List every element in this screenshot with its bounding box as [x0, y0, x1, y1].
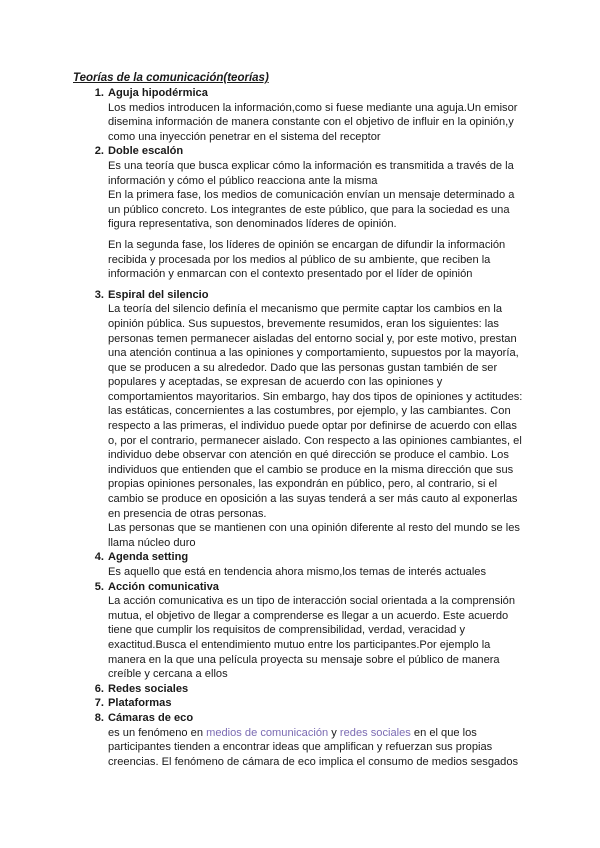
section-paragraph: Es aquello que está en tendencia ahora mismo,los temas de interés actuales	[108, 566, 487, 578]
echo-text-before: es un fenómeno en	[108, 726, 207, 739]
section-plataformas	[88, 696, 528, 711]
section-aguja-hipodermica	[88, 86, 528, 144]
section-heading: Acción comunicativa	[108, 580, 219, 593]
section-paragraph: Los medios introducen la información,como si fuese mediante una aguja.Un emisor disemina información de manera constante con el objetivo de influir en la opinión,y como una inyección penetrar en el sistema del receptor	[108, 101, 518, 143]
section-redes-sociales	[88, 682, 528, 697]
section-paragraph: Las personas que se mantienen con una opinión diferente al resto del mundo se les llama núcleo duro	[108, 522, 520, 549]
section-paragraph: En la segunda fase, los líderes de opinión se encargan de difundir la información recibida y procesada por los medios al público de su ambiente, que reciben la información y enmarcan con el contexto presentado por el líder de opinión	[108, 238, 506, 281]
section-number: 8.	[94, 711, 104, 724]
section-number: 7.	[94, 697, 104, 710]
echo-text-between: y	[328, 726, 340, 739]
section-heading: Cámaras de eco	[108, 711, 194, 724]
section-paragraph: La acción comunicativa es un tipo de interacción social orientada a la comprensión mutua, el objetivo de llegar a comprenderse es llegar a un acuerdo. Este acuerdo tiene que cumplir los requisitos de comprensibilidad, verdad, veracidad y exactitud.Busca el entendimiento mutuo entre los participantes.Por ejemplo la manera en la que una película proyecta su mensaje sobre el público de manera creíble y cercana a ellos	[108, 595, 516, 681]
section-heading: Doble escalón	[108, 145, 184, 158]
section-number: 5.	[94, 580, 104, 593]
section-camaras-de-eco	[88, 711, 528, 769]
theory-list	[88, 86, 528, 769]
section-doble-escalon	[88, 144, 528, 281]
section-heading: Espiral del silencio	[108, 288, 209, 301]
section-number: 3.	[94, 288, 104, 301]
section-number: 4.	[94, 551, 104, 564]
section-number: 2.	[94, 145, 104, 158]
section-accion-comunicativa	[88, 580, 528, 682]
link-medios-de-comunicacion[interactable]: medios de comunicación	[206, 726, 329, 739]
link-redes-sociales[interactable]: redes sociales	[339, 726, 411, 739]
section-number: 1.	[94, 87, 104, 99]
section-heading: Redes sociales	[108, 682, 189, 695]
section-number: 6.	[94, 682, 104, 695]
section-heading: Plataformas	[108, 697, 172, 710]
section-heading: Aguja hipodérmica	[108, 87, 208, 99]
section-paragraph: En la primera fase, los medios de comunicación envían un mensaje determinado a un público concreto. Los integrantes de este público, que para la sociedad es una figura representativa, son denominados líderes de opinión.	[108, 189, 515, 231]
section-heading: Agenda setting	[108, 551, 189, 564]
section-espiral-del-silencio	[88, 288, 528, 551]
section-paragraph: La teoría del silencio definía el mecanismo que permite captar los cambios en la opinión pública. Sus supuestos, brevemente resumidos, eran los siguientes: las personas temen permanecer aisladas del entorno social y, por este motivo, prestan una atención continua a las opiniones y comportamiento, supuestos por la mayoría, que se producen a su alrededor. Dado que las personas gustan también de ser populares y aceptadas, se expresan de acuerdo con las opiniones y comportamientos mayoritarios. Sin embargo, hay dos tipos de opiniones y actitudes: las estáticas, concernientes a las costumbres, por ejemplo, y las cambiantes. Con respecto a las primeras, el individuo puede optar por definirse de acuerdo con ellas o, por el contrario, permanecer aislado. Con respecto a las opiniones cambiantes, el individuo debe observar con atención en qué dirección se produce el cambio. Los individuos que entienden que el cambio se produce en la misma dirección que sus propias opiniones personales, las expondrán en público, pero, al contrario, si el cambio se produce en oposición a las suyas tenderá a ser más cauto al exponerlas en presencia de otras personas.	[108, 303, 523, 520]
echo-chamber-paragraph	[108, 726, 528, 770]
echo-text-after: en el que los participantes tienden a encontrar ideas que amplifican y refuerzan sus propias creencias. El fenómeno de cámara de eco implica el consumo de medios sesgados	[108, 726, 519, 768]
section-agenda-setting	[88, 550, 528, 579]
section-paragraph: Es una teoría que busca explicar cómo la información es transmitida a través de la información y cómo el público reacciona ante la misma	[108, 159, 514, 187]
document-title: Teorías de la comunicación(teorías)	[73, 72, 269, 84]
